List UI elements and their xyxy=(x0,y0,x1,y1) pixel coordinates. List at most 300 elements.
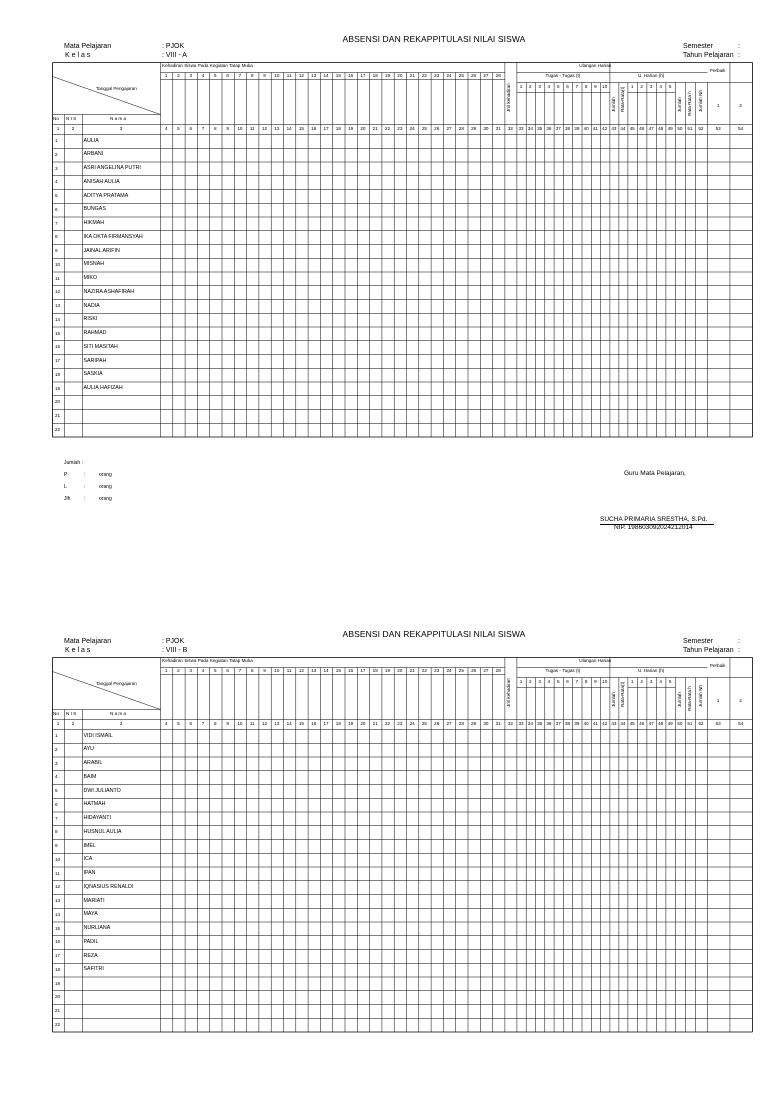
attendance-grade-table xyxy=(52,62,752,438)
column-number: 45 xyxy=(629,721,635,726)
row-number: 3 xyxy=(55,760,58,766)
student-name: RAHMAD xyxy=(83,330,107,337)
kelas-label: K e l a s xyxy=(65,51,91,59)
day-number: 28 xyxy=(495,72,501,78)
student-name: ARABIL xyxy=(83,760,103,767)
column-number: 34 xyxy=(527,126,533,131)
row-number: 21 xyxy=(55,1008,61,1013)
row-number: 8 xyxy=(55,829,58,835)
column-number: 47 xyxy=(648,126,654,131)
day-number: 19 xyxy=(384,72,391,78)
sheet-title: ABSENSI DAN REKAPPITULASI NILAI SISWA xyxy=(342,34,526,44)
column-number: 2 xyxy=(71,721,75,726)
meta-values-right xyxy=(738,638,740,655)
column-number: 41 xyxy=(592,721,598,726)
column-number: 49 xyxy=(667,126,673,131)
mata-pelajaran-value: : PJOK xyxy=(162,43,185,50)
column-number: 26 xyxy=(434,126,440,131)
column-number: 44 xyxy=(620,126,626,131)
jml-kehadiran-header: Jml kehadiran xyxy=(506,678,512,707)
column-number: 23 xyxy=(397,721,403,726)
column-number: 54 xyxy=(738,721,744,726)
semester-label: Semester xyxy=(683,43,713,50)
uh-rata-rata-header: Rata-Rata h xyxy=(686,686,692,711)
jlh-label: Jlh xyxy=(64,496,71,502)
day-number: 22 xyxy=(421,72,427,78)
row-number: 16 xyxy=(55,344,61,350)
column-number: 28 xyxy=(458,721,464,726)
uh-jumlah-header: Jumlah xyxy=(676,692,682,707)
nis-header: N I S xyxy=(66,711,77,716)
day-number: 18 xyxy=(372,72,378,78)
row-number: 5 xyxy=(55,193,58,198)
column-number: 51 xyxy=(687,721,693,726)
day-number: 10 xyxy=(274,667,280,673)
column-number: 7 xyxy=(201,126,205,131)
tugas-number: 10 xyxy=(602,84,608,89)
day-number: 13 xyxy=(311,72,317,78)
column-number: 17 xyxy=(323,126,329,131)
row-number: 20 xyxy=(55,399,61,405)
student-name: AULIA xyxy=(83,137,99,144)
uh-number: 3 xyxy=(649,84,653,89)
sheet-viii-a xyxy=(0,0,768,531)
tugas-rata-rata-header: Rata-Rata(t) xyxy=(619,86,625,112)
column-number: 20 xyxy=(360,126,366,131)
tugas-jumlah-header: Jumlah xyxy=(610,97,616,112)
column-number: 22 xyxy=(384,126,391,131)
day-number: 20 xyxy=(397,667,403,673)
column-number: 4 xyxy=(164,126,168,131)
column-number: 36 xyxy=(546,126,552,131)
day-number: 24 xyxy=(446,667,452,673)
perbaikan-number: 1 xyxy=(716,103,720,108)
perbaikan-number: 1 xyxy=(716,698,720,703)
column-number: 27 xyxy=(446,721,452,726)
tugas-number: 2 xyxy=(529,679,532,684)
tugas-header: Tugas - Tugas (t) xyxy=(545,73,581,78)
day-number: 17 xyxy=(360,72,366,78)
semester-value: : xyxy=(738,638,740,645)
row-number: 2 xyxy=(55,746,58,752)
column-number: 20 xyxy=(360,721,366,726)
column-number: 42 xyxy=(602,126,608,131)
column-number: 3 xyxy=(119,126,123,131)
column-number: 42 xyxy=(602,721,608,726)
student-name: ASRI ANGELINA PUTRI xyxy=(83,165,141,172)
column-number: 29 xyxy=(471,126,477,131)
day-number: 20 xyxy=(397,72,403,78)
column-number: 21 xyxy=(372,126,378,131)
day-number: 23 xyxy=(434,667,440,673)
column-number: 50 xyxy=(677,126,683,131)
column-number: 38 xyxy=(564,126,571,131)
student-name: AYU xyxy=(83,746,94,753)
kehadiran-header: Kehadiran Siswa Pada Kegiatan Tatap Muka xyxy=(162,63,253,68)
column-number: 43 xyxy=(611,721,617,726)
tahun-pelajaran-label: Tahun Pelajaran xyxy=(683,51,734,59)
day-number: 2 xyxy=(177,72,180,78)
day-number: 6 xyxy=(226,72,229,78)
row-number: 11 xyxy=(55,870,60,876)
tugas-number: 9 xyxy=(594,679,597,684)
column-number: 48 xyxy=(658,126,664,131)
tanggal-pengajaran-label: Tanggal Pengajaran xyxy=(96,681,137,686)
column-number: 5 xyxy=(177,721,180,726)
column-number: 12 xyxy=(261,126,268,131)
student-name: MISNAH xyxy=(83,261,105,268)
no-header: No xyxy=(53,116,59,121)
uh-number: 4 xyxy=(659,84,662,89)
day-number: 8 xyxy=(250,667,254,673)
column-number: 11 xyxy=(249,126,255,131)
column-number: 16 xyxy=(311,721,317,726)
student-name: IMEL xyxy=(83,842,96,849)
row-number: 10 xyxy=(55,261,61,267)
ulangan-harian-header: Ulangan Harian xyxy=(579,658,612,663)
row-number: 18 xyxy=(55,966,61,972)
perbaikan-number: 2 xyxy=(739,103,742,108)
tugas-number: 5 xyxy=(556,679,560,684)
student-name: HIKMAH xyxy=(83,220,105,227)
column-number: 19 xyxy=(348,126,354,131)
column-number: 2 xyxy=(71,126,75,131)
day-number: 7 xyxy=(238,667,242,673)
ulangan-harian-header: Ulangan Harian xyxy=(579,63,612,68)
day-number: 17 xyxy=(360,667,366,673)
column-number: 26 xyxy=(434,721,440,726)
column-number: 5 xyxy=(177,126,180,131)
mata-pelajaran-label: Mata Pelajaran xyxy=(64,638,112,645)
student-name: BUNGAS xyxy=(83,206,106,213)
kelas-value: : VIII - A xyxy=(162,51,187,59)
student-name: JAINAL ARIFIN xyxy=(83,247,120,254)
tugas-number: 3 xyxy=(538,679,541,684)
column-number: 46 xyxy=(639,126,645,131)
row-number: 17 xyxy=(55,953,61,958)
student-name: IQNASIUS RENALDI xyxy=(83,883,134,890)
column-number: 41 xyxy=(592,126,598,131)
day-number: 2 xyxy=(177,667,180,673)
column-number: 7 xyxy=(201,721,205,726)
column-number: 52 xyxy=(698,721,704,726)
uh-rata-rata-header: Rata-Rata h xyxy=(686,91,692,116)
column-number: 6 xyxy=(189,721,193,726)
column-number: 29 xyxy=(471,721,477,726)
column-number: 10 xyxy=(237,126,243,131)
column-number: 48 xyxy=(658,721,664,726)
day-number: 27 xyxy=(483,72,489,78)
column-number: 37 xyxy=(555,721,561,726)
row-number: 6 xyxy=(55,206,58,212)
day-number: 25 xyxy=(458,667,464,673)
column-number: 36 xyxy=(546,721,552,726)
student-name: RISKI xyxy=(83,316,98,323)
student-name: IKA OKTA FIRMANSYAH xyxy=(83,233,143,240)
column-number: 11 xyxy=(249,721,255,726)
student-name: MAYA xyxy=(83,911,98,918)
student-name: SARIPAH xyxy=(83,357,107,364)
column-number: 15 xyxy=(298,721,304,726)
student-name: NURLIANA xyxy=(83,925,111,932)
mata-pelajaran-value: : PJOK xyxy=(162,638,185,645)
day-number: 15 xyxy=(335,667,341,673)
tugas-number: 8 xyxy=(584,679,588,684)
tugas-number: 4 xyxy=(547,84,551,89)
student-name: IPAN xyxy=(83,870,96,877)
no-header: No xyxy=(53,711,59,716)
jlh-orang: orang xyxy=(99,496,112,502)
column-number: 28 xyxy=(458,126,464,131)
column-number: 16 xyxy=(311,126,317,131)
day-number: 5 xyxy=(214,667,217,673)
day-number: 16 xyxy=(348,667,354,673)
day-number: 21 xyxy=(409,72,415,78)
column-number: 1 xyxy=(56,721,60,726)
row-number: 14 xyxy=(55,911,61,917)
p-orang: orang xyxy=(99,472,112,478)
row-number: 12 xyxy=(55,884,61,890)
column-number: 19 xyxy=(348,721,354,726)
day-number: 4 xyxy=(201,667,205,673)
column-number: 54 xyxy=(738,126,744,131)
student-name: PADIL xyxy=(83,938,99,945)
column-number: 51 xyxy=(687,126,693,131)
tahun-pelajaran-label: Tahun Pelajaran xyxy=(683,646,734,654)
row-number: 4 xyxy=(55,179,58,185)
day-number: 1 xyxy=(164,667,168,673)
column-number: 14 xyxy=(286,126,292,131)
column-number: 47 xyxy=(648,721,654,726)
day-number: 11 xyxy=(286,72,292,78)
jumlah-nh-header: Jumlah Nh xyxy=(697,90,703,112)
row-number: 19 xyxy=(55,980,61,986)
student-name: SASKIA xyxy=(83,371,103,378)
row-number: 13 xyxy=(55,303,61,308)
column-number: 14 xyxy=(286,721,292,726)
column-number: 9 xyxy=(226,721,229,726)
day-number: 14 xyxy=(323,667,329,673)
column-number: 39 xyxy=(574,721,580,726)
column-number: 8 xyxy=(214,721,217,726)
uh-number: 3 xyxy=(649,679,653,684)
column-number: 35 xyxy=(537,721,543,726)
tugas-number: 9 xyxy=(594,84,597,89)
column-number: 49 xyxy=(667,721,673,726)
day-number: 21 xyxy=(409,667,415,673)
column-number: 40 xyxy=(583,721,589,726)
column-number: 12 xyxy=(261,721,268,726)
column-number: 38 xyxy=(564,721,571,726)
uh-number: 1 xyxy=(630,84,634,89)
row-number: 20 xyxy=(55,994,61,1000)
uh-number: 4 xyxy=(659,679,662,684)
day-number: 7 xyxy=(238,72,242,78)
row-number: 8 xyxy=(55,234,58,240)
column-number: 15 xyxy=(298,126,304,131)
column-number: 3 xyxy=(119,721,123,726)
student-name: BAIM xyxy=(83,773,97,780)
row-number: 5 xyxy=(55,788,58,793)
column-number: 39 xyxy=(574,126,580,131)
student-name: ICA xyxy=(83,856,93,863)
day-number: 9 xyxy=(263,667,266,673)
tahun-pelajaran-value: : xyxy=(738,646,740,654)
column-number: 10 xyxy=(237,721,243,726)
tahun-pelajaran-value: : xyxy=(738,51,740,59)
tugas-rata-rata-header: Rata-Rata(t) xyxy=(619,681,625,707)
student-name: HUSNUL AULIA xyxy=(83,828,122,835)
row-number: 9 xyxy=(55,248,58,253)
column-number: 35 xyxy=(537,126,543,131)
nis-header: N I S xyxy=(66,116,77,121)
tugas-number: 5 xyxy=(556,84,560,89)
column-number: 24 xyxy=(409,126,415,131)
column-number: 13 xyxy=(274,126,280,131)
column-number: 44 xyxy=(620,721,626,726)
column-number: 37 xyxy=(555,126,561,131)
day-number: 6 xyxy=(226,667,229,673)
table-grid-lines xyxy=(52,657,753,1033)
student-name: VIDI ISMAIL xyxy=(83,732,113,739)
meta-labels-right xyxy=(683,43,734,60)
row-number: 14 xyxy=(55,316,61,322)
meta-values-left xyxy=(162,43,187,60)
uh-number: 2 xyxy=(640,84,643,89)
tugas-number: 1 xyxy=(519,679,523,684)
column-number: 33 xyxy=(518,126,524,131)
uh-number: 2 xyxy=(640,679,643,684)
day-number: 3 xyxy=(189,72,193,78)
column-number: 43 xyxy=(611,126,617,131)
tugas-number: 3 xyxy=(538,84,541,89)
column-number: 30 xyxy=(483,126,489,131)
column-number: 31 xyxy=(495,721,501,726)
p-label: P xyxy=(64,472,68,478)
day-number: 12 xyxy=(298,72,304,78)
meta-values-left xyxy=(162,638,187,655)
column-number: 46 xyxy=(639,721,645,726)
column-number: 4 xyxy=(164,721,168,726)
day-number: 16 xyxy=(348,72,354,78)
nama-header: N a m a xyxy=(110,711,127,716)
meta-values-right xyxy=(738,43,740,60)
u-harian-header: U. Harian (h) xyxy=(637,668,665,673)
kehadiran-header: Kehadiran Siswa Pada Kegiatan Tatap Muka xyxy=(162,658,253,663)
u-harian-header: U. Harian (h) xyxy=(637,73,665,78)
column-number: 53 xyxy=(715,126,721,131)
l-label: L xyxy=(64,484,67,490)
student-name: HIDAYANTI xyxy=(83,815,111,822)
day-number: 24 xyxy=(446,72,452,78)
day-number: 18 xyxy=(372,667,378,673)
day-number: 11 xyxy=(286,667,292,673)
student-name: SITI MASITAH xyxy=(83,343,118,350)
semester-value: : xyxy=(738,43,740,50)
tugas-jumlah-header: Jumlah xyxy=(610,692,616,707)
row-number: 19 xyxy=(55,385,61,391)
day-number: 19 xyxy=(384,667,391,673)
column-number: 1 xyxy=(56,126,60,131)
student-name: NAZIRA ASHAFIRAH xyxy=(83,288,135,295)
row-number: 2 xyxy=(55,151,58,157)
row-number: 11 xyxy=(55,275,60,281)
day-number: 25 xyxy=(458,72,464,78)
meta-labels-right xyxy=(683,638,734,655)
row-number: 1 xyxy=(55,733,58,738)
sheet-title: ABSENSI DAN REKAPPITULASI NILAI SISWA xyxy=(342,629,526,639)
l-orang: orang xyxy=(99,484,112,490)
row-number: 10 xyxy=(55,856,61,862)
tugas-number: 1 xyxy=(519,84,523,89)
day-number: 8 xyxy=(250,72,254,78)
day-number: 26 xyxy=(471,72,477,78)
meta-labels-left xyxy=(64,638,111,655)
teacher-name: SUCHA PRIMARIA SRESTHA, S.Pd. xyxy=(600,516,708,523)
day-number: 13 xyxy=(311,667,317,673)
row-number: 15 xyxy=(55,925,61,931)
row-number: 1 xyxy=(55,138,58,143)
column-number: 32 xyxy=(507,721,513,726)
day-number: 27 xyxy=(483,667,489,673)
column-number: 32 xyxy=(507,126,513,131)
grid-line xyxy=(53,672,161,710)
day-number: 12 xyxy=(298,667,304,673)
column-number: 21 xyxy=(372,721,378,726)
tugas-number: 8 xyxy=(584,84,588,89)
row-number: 21 xyxy=(55,413,61,418)
row-number: 16 xyxy=(55,939,61,945)
tugas-number: 7 xyxy=(575,84,579,89)
column-number: 30 xyxy=(483,721,489,726)
student-name: DWI JULIANTO xyxy=(83,787,121,794)
day-number: 15 xyxy=(335,72,341,78)
uh-jumlah-header: Jumlah xyxy=(676,97,682,112)
row-number: 7 xyxy=(55,815,58,821)
uh-number: 5 xyxy=(668,679,672,684)
column-number: 53 xyxy=(715,721,721,726)
column-number: 25 xyxy=(421,721,427,726)
uh-number: 5 xyxy=(668,84,672,89)
row-number: 12 xyxy=(55,289,61,295)
day-number: 14 xyxy=(323,72,329,78)
tanggal-pengajaran-label: Tanggal Pengajaran xyxy=(96,86,137,91)
column-number: 13 xyxy=(274,721,280,726)
tugas-number: 7 xyxy=(575,679,579,684)
column-number: 27 xyxy=(446,126,452,131)
row-number: 15 xyxy=(55,330,61,336)
mata-pelajaran-label: Mata Pelajaran xyxy=(64,43,112,50)
row-number: 22 xyxy=(55,426,61,432)
student-name: NADIA xyxy=(83,302,100,309)
student-name: MARIATI xyxy=(83,897,105,904)
student-name: REZA xyxy=(83,952,98,959)
nama-header: N a m a xyxy=(110,116,127,121)
column-number: 33 xyxy=(518,721,524,726)
tugas-number: 6 xyxy=(566,84,569,89)
column-number: 50 xyxy=(677,721,683,726)
kelas-value: : VIII - B xyxy=(162,646,188,654)
column-number: 9 xyxy=(226,126,229,131)
grid-line xyxy=(53,77,161,115)
uh-number: 1 xyxy=(630,679,634,684)
row-number: 22 xyxy=(55,1021,61,1027)
tugas-number: 2 xyxy=(529,84,532,89)
signature-underline xyxy=(600,524,714,525)
tugas-number: 4 xyxy=(547,679,551,684)
column-number: 25 xyxy=(421,126,427,131)
day-number: 1 xyxy=(164,72,168,78)
